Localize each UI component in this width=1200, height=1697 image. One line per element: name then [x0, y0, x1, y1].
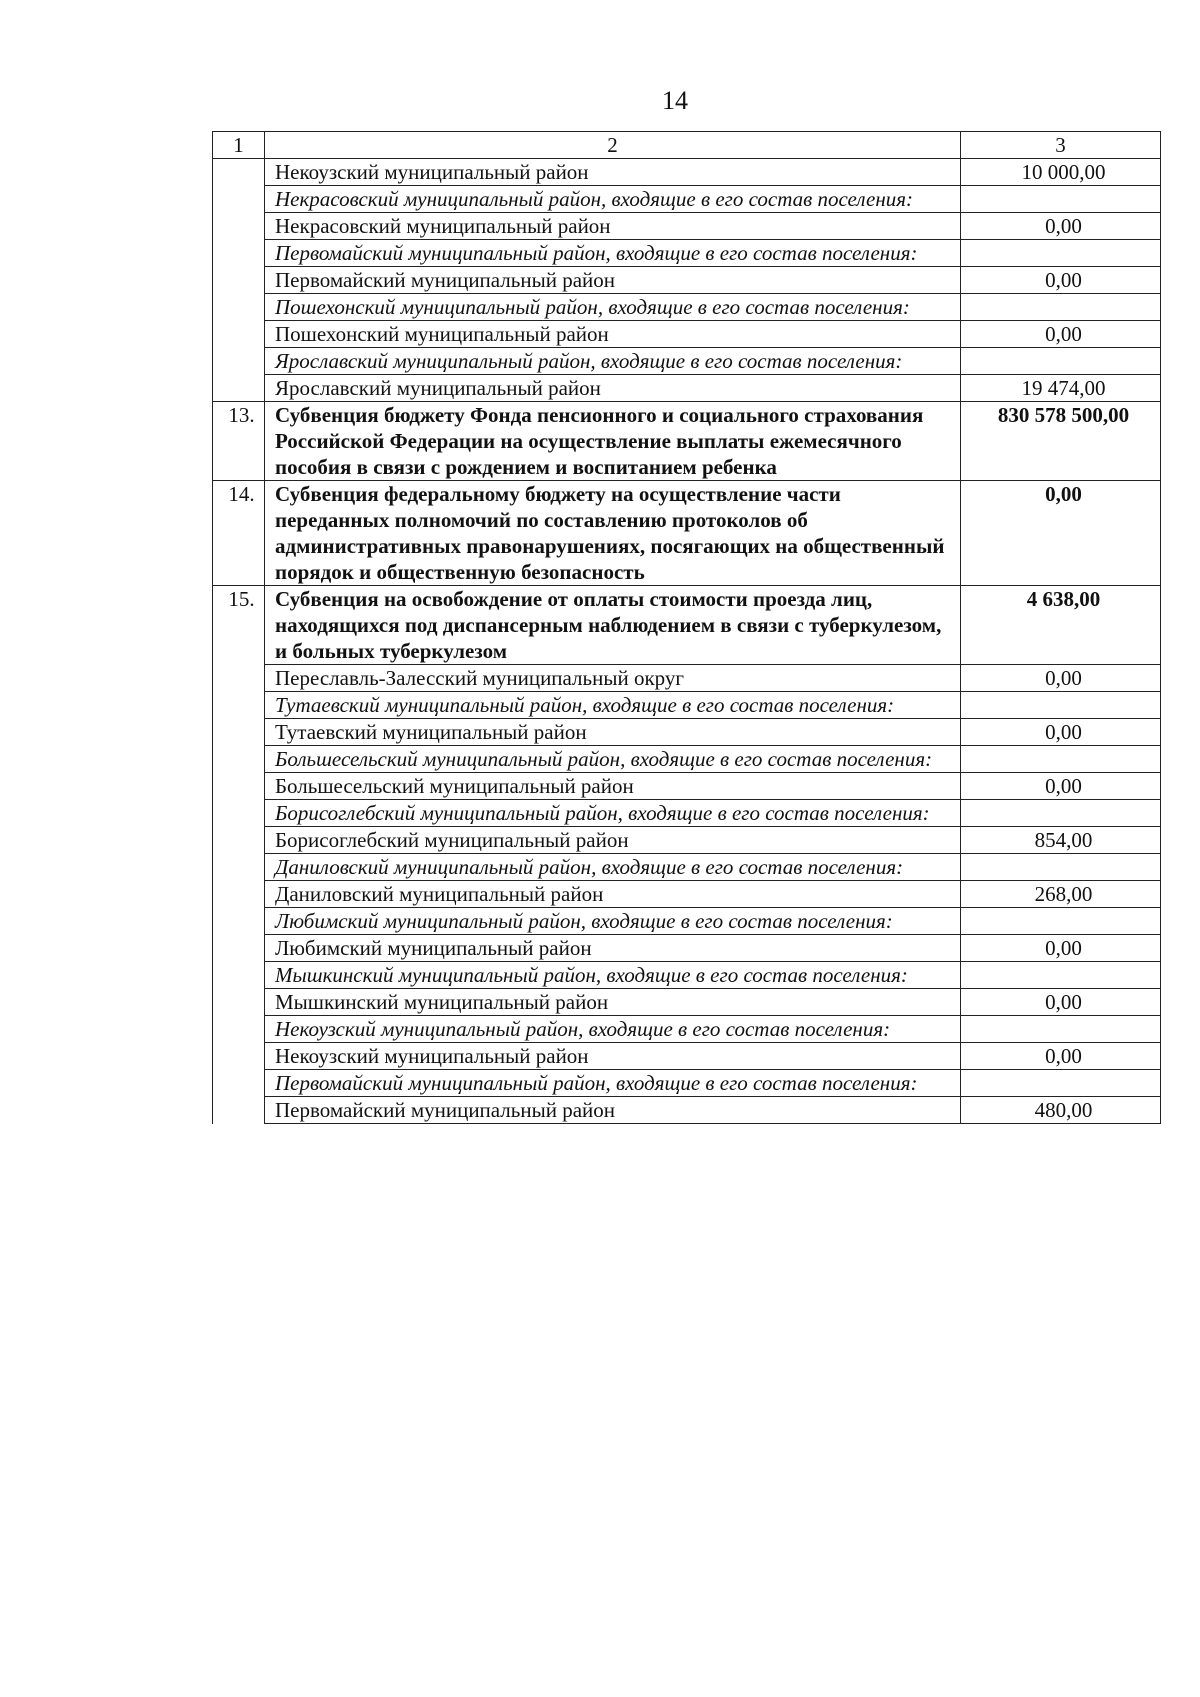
district-cell: Даниловский муниципальный район	[265, 881, 961, 908]
table-row	[213, 375, 1161, 402]
district-cell: Большесельский муниципальный район	[265, 773, 961, 800]
amount-cell: 0,00	[961, 267, 1161, 294]
row-number-cell: 14.	[213, 481, 265, 586]
table-row	[213, 1043, 1161, 1070]
amount-cell: 830 578 500,00	[961, 402, 1161, 481]
amount-cell	[961, 746, 1161, 773]
row-number-cell	[213, 240, 265, 267]
subheading-cell: Некоузский муниципальный район, входящие в его состав поселения:	[265, 1016, 961, 1043]
amount-cell: 0,00	[961, 773, 1161, 800]
row-number-cell	[213, 800, 265, 827]
table-row	[213, 800, 1161, 827]
header-cell-3: 3	[961, 132, 1161, 159]
district-cell: Первомайский муниципальный район	[265, 1097, 961, 1124]
row-number-cell	[213, 908, 265, 935]
row-number-cell	[213, 692, 265, 719]
table-row	[213, 773, 1161, 800]
subheading-cell: Тутаевский муниципальный район, входящие в его состав поселения:	[265, 692, 961, 719]
subheading-cell: Ярославский муниципальный район, входящие в его состав поселения:	[265, 348, 961, 375]
district-cell: Пошехонский муниципальный район	[265, 321, 961, 348]
row-number-cell	[213, 962, 265, 989]
table-row	[213, 881, 1161, 908]
table-row	[213, 1070, 1161, 1097]
district-cell: Первомайский муниципальный район	[265, 267, 961, 294]
table-row	[213, 746, 1161, 773]
amount-cell: 19 474,00	[961, 375, 1161, 402]
row-number-cell	[213, 1097, 265, 1124]
row-number-cell	[213, 348, 265, 375]
budget-table	[212, 131, 1161, 1124]
amount-cell	[961, 186, 1161, 213]
district-cell: Некоузский муниципальный район	[265, 159, 961, 186]
table-row	[213, 348, 1161, 375]
table-row	[213, 240, 1161, 267]
district-cell: Тутаевский муниципальный район	[265, 719, 961, 746]
row-number-cell	[213, 1043, 265, 1070]
subheading-cell: Первомайский муниципальный район, входящие в его состав поселения:	[265, 240, 961, 267]
amount-cell: 0,00	[961, 1043, 1161, 1070]
item-title-cell: Субвенция на освобождение от оплаты стоимости проезда лиц, находящихся под диспансерным наблюдением в связи с туберкулезом, и больных туберкулезом	[265, 586, 961, 665]
row-number-cell	[213, 321, 265, 348]
row-number-cell	[213, 665, 265, 692]
district-cell: Некрасовский муниципальный район	[265, 213, 961, 240]
table-row	[213, 719, 1161, 746]
amount-cell: 854,00	[961, 827, 1161, 854]
subheading-cell: Даниловский муниципальный район, входящие в его состав поселения:	[265, 854, 961, 881]
row-number-cell	[213, 1070, 265, 1097]
district-cell: Некоузский муниципальный район	[265, 1043, 961, 1070]
row-number-cell	[213, 186, 265, 213]
header-cell-1: 1	[213, 132, 265, 159]
amount-cell: 0,00	[961, 213, 1161, 240]
subheading-cell: Некрасовский муниципальный район, входящие в его состав поселения:	[265, 186, 961, 213]
row-number-cell: 13.	[213, 402, 265, 481]
table-row	[213, 481, 1161, 586]
amount-cell: 480,00	[961, 1097, 1161, 1124]
row-number-cell: 15.	[213, 586, 265, 665]
table-row	[213, 321, 1161, 348]
subheading-cell: Мышкинский муниципальный район, входящие в его состав поселения:	[265, 962, 961, 989]
amount-cell	[961, 240, 1161, 267]
amount-cell	[961, 294, 1161, 321]
header-row	[213, 132, 1161, 159]
item-title-cell: Субвенция бюджету Фонда пенсионного и социального страхования Российской Федерации на осуществление выплаты ежемесячного пособия в связи с рождением и воспитанием ребенка	[265, 402, 961, 481]
table-row	[213, 1097, 1161, 1124]
amount-cell	[961, 348, 1161, 375]
table-row	[213, 665, 1161, 692]
table-row	[213, 159, 1161, 186]
district-cell: Любимский муниципальный район	[265, 935, 961, 962]
district-cell: Переславль-Залесский муниципальный округ	[265, 665, 961, 692]
amount-cell: 0,00	[961, 989, 1161, 1016]
row-number-cell	[213, 881, 265, 908]
subheading-cell: Любимский муниципальный район, входящие в его состав поселения:	[265, 908, 961, 935]
row-number-cell	[213, 989, 265, 1016]
district-cell: Мышкинский муниципальный район	[265, 989, 961, 1016]
table-row	[213, 402, 1161, 481]
subheading-cell: Пошехонский муниципальный район, входящие в его состав поселения:	[265, 294, 961, 321]
amount-cell: 10 000,00	[961, 159, 1161, 186]
page-number: 14	[662, 86, 688, 115]
table-body	[213, 132, 1161, 1124]
amount-cell	[961, 962, 1161, 989]
table-row	[213, 213, 1161, 240]
table-row	[213, 692, 1161, 719]
table-row	[213, 294, 1161, 321]
amount-cell	[961, 854, 1161, 881]
row-number-cell	[213, 267, 265, 294]
table-row	[213, 962, 1161, 989]
amount-cell	[961, 800, 1161, 827]
amount-cell	[961, 908, 1161, 935]
table-row	[213, 267, 1161, 294]
table-row	[213, 186, 1161, 213]
amount-cell: 0,00	[961, 719, 1161, 746]
row-number-cell	[213, 375, 265, 402]
amount-cell: 0,00	[961, 481, 1161, 586]
amount-cell: 4 638,00	[961, 586, 1161, 665]
row-number-cell	[213, 854, 265, 881]
table-row	[213, 935, 1161, 962]
district-cell: Ярославский муниципальный район	[265, 375, 961, 402]
amount-cell	[961, 1016, 1161, 1043]
table-row	[213, 854, 1161, 881]
header-cell-2: 2	[265, 132, 961, 159]
row-number-cell	[213, 294, 265, 321]
district-cell: Борисоглебский муниципальный район	[265, 827, 961, 854]
row-number-cell	[213, 213, 265, 240]
row-number-cell	[213, 746, 265, 773]
amount-cell: 0,00	[961, 935, 1161, 962]
row-number-cell	[213, 719, 265, 746]
table-row	[213, 989, 1161, 1016]
table-row	[213, 827, 1161, 854]
row-number-cell	[213, 1016, 265, 1043]
table-row	[213, 586, 1161, 665]
subheading-cell: Борисоглебский муниципальный район, входящие в его состав поселения:	[265, 800, 961, 827]
subheading-cell: Первомайский муниципальный район, входящие в его состав поселения:	[265, 1070, 961, 1097]
row-number-cell	[213, 935, 265, 962]
row-number-cell	[213, 159, 265, 186]
amount-cell	[961, 1070, 1161, 1097]
item-title-cell: Субвенция федеральному бюджету на осуществление части переданных полномочий по составлению протоколов об административных правонарушениях, посягающих на общественный порядок и общественную безопасность	[265, 481, 961, 586]
subheading-cell: Большесельский муниципальный район, входящие в его состав поселения:	[265, 746, 961, 773]
table-row	[213, 908, 1161, 935]
table-row	[213, 1016, 1161, 1043]
amount-cell: 0,00	[961, 665, 1161, 692]
amount-cell	[961, 692, 1161, 719]
amount-cell: 268,00	[961, 881, 1161, 908]
row-number-cell	[213, 827, 265, 854]
row-number-cell	[213, 773, 265, 800]
amount-cell: 0,00	[961, 321, 1161, 348]
